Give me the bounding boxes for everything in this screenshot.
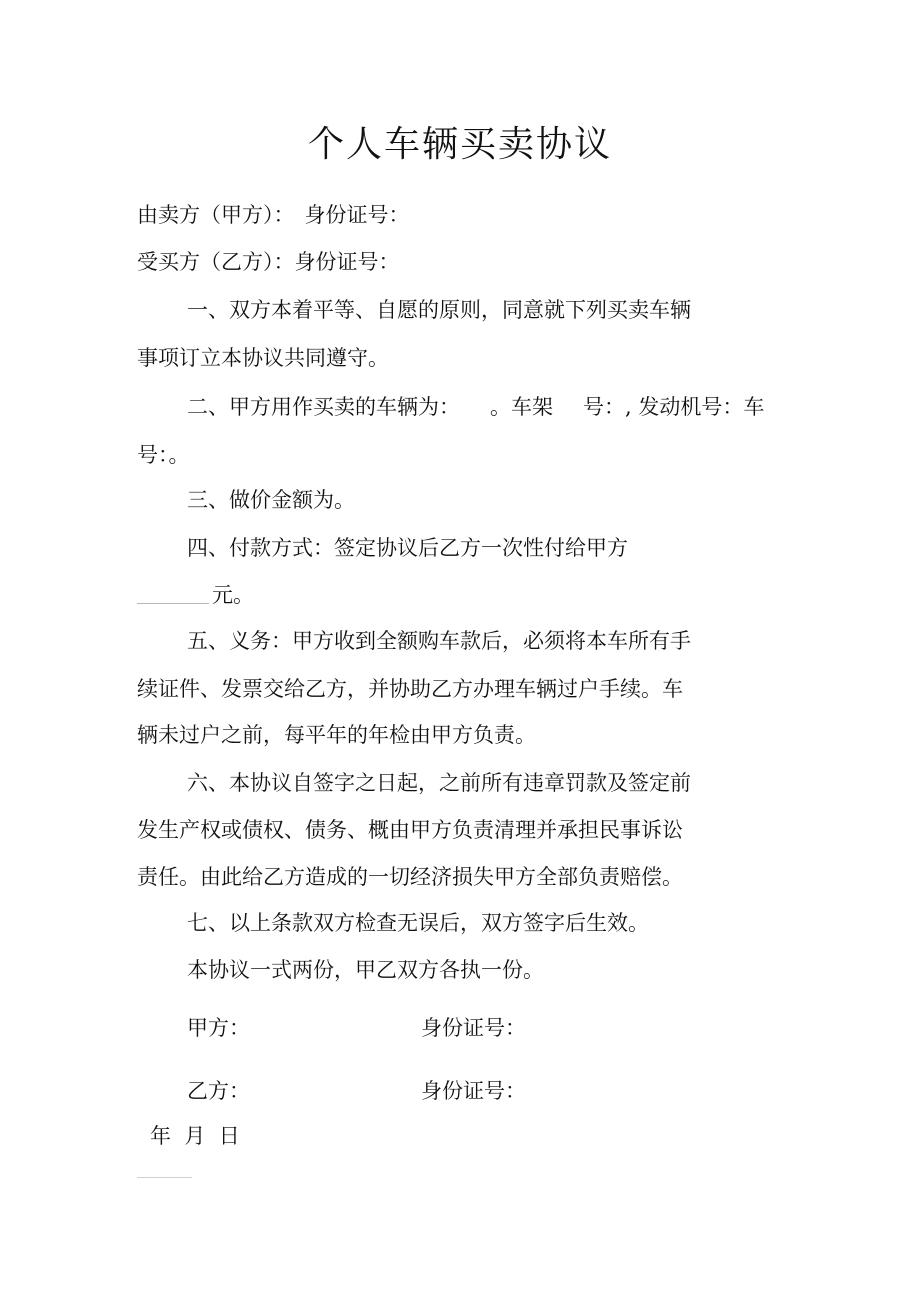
buyer-label: 受买方（乙方）：: [137, 250, 295, 274]
clause-2-line-2: 号：。: [137, 443, 190, 467]
party-b-signature-label: 乙方：: [187, 1079, 250, 1103]
clause-6-line-3: 责任。由此给乙方造成的一切经济损失甲方全部负责赔偿。: [137, 865, 683, 889]
clause-6-line-1: 六、本协议自签字之日起，之前所有违章罚款及签定前: [187, 771, 691, 795]
party-a-id-label: 身份证号：: [421, 1016, 526, 1040]
clause-1-line-1: 一、双方本着平等、自愿的原则，同意就下列买卖车辆: [187, 298, 691, 322]
buyer-line: [137, 247, 400, 277]
footnote-separator: [137, 1177, 192, 1178]
party-a-signature-label: 甲方：: [187, 1016, 250, 1040]
date-line: 年 月 日: [150, 1124, 240, 1148]
document-title: 个人车辆买卖协议: [307, 124, 612, 165]
copies-note: 本协议一式两份，甲乙双方各执一份。: [187, 958, 544, 982]
clause-6-line-2: 发生产权或债权、债务、概由甲方负责清理并承担民事诉讼: [137, 818, 683, 842]
clause-4-line-1: 四、付款方式：签定协议后乙方一次性付给甲方: [187, 536, 628, 560]
clause-2-frame-label: 。车架: [490, 395, 553, 419]
seller-id-label: 身份证号：: [304, 203, 410, 227]
clause-2-vehicle-label: 二、甲方用作买卖的车辆为：: [187, 395, 460, 419]
clause-4-line-2: 元。: [212, 583, 254, 607]
clause-5-line-3: 辆未过户之前，每平年的年检由甲方负责。: [137, 723, 536, 747]
buyer-id-label: 身份证号：: [294, 250, 400, 274]
clause-1-line-2: 事项订立本协议共同遵守。: [137, 346, 389, 370]
amount-blank-line: [137, 603, 209, 604]
clause-3-line-1: 三、做价金额为。: [187, 488, 355, 512]
clause-2-line-1: [187, 392, 764, 422]
clause-2-engine-label: 号：, 发动机号：车: [583, 395, 765, 419]
clause-5-line-1: 五、义务：甲方收到全额购车款后，必须将本车所有手: [187, 629, 691, 653]
seller-line: [137, 200, 410, 230]
party-b-id-label: 身份证号：: [421, 1079, 526, 1103]
clause-5-line-2: 续证件、发票交给乙方，并协助乙方办理车辆过户手续。车: [137, 677, 683, 701]
clause-7-line-1: 七、以上条款双方检查无误后，双方签字后生效。: [187, 911, 649, 935]
seller-label: 由卖方（甲方）：: [137, 203, 295, 227]
